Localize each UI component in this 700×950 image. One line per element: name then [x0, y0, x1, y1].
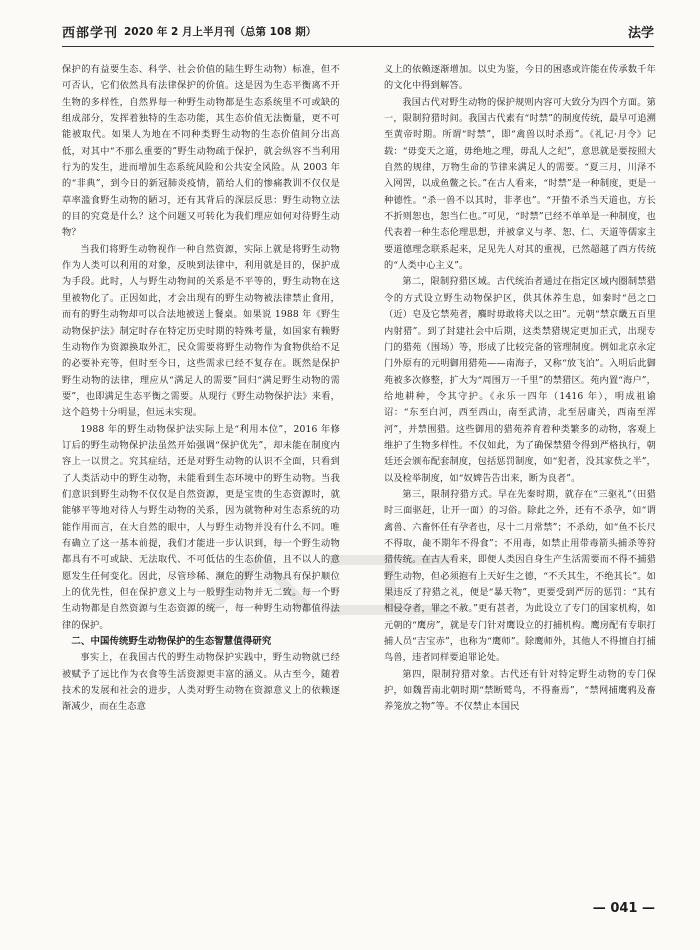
paragraph: 义上的依赖逐渐增加。以史为鉴，今日的困惑或许能在传承数千年的文化中得到解答。 [384, 64, 656, 92]
right-column [384, 62, 656, 716]
page-number: — 041 — [592, 901, 655, 916]
section-label: 法学 [627, 26, 654, 41]
left-column [62, 62, 340, 716]
paragraph: 保护的有益要生态、科学、社会价值的陆生野生动物）标准，但不可否认，它们依然具有法律保护的价值。这是因为生态平衡离不开生物的多样性，自然界每一种野生动物都是生态系统里不可或缺的组成部分，发挥着独特的生态功能，其生态价值无法衡量，更不可能被取代。如果人为地在不同种类野生动物的生态价值间分出高低，对其中“不那么重要的”野生动物疏于保护，就会纵容不当利用行为的发生，进而增加生态系统风险和公共安全风险。从 2003 年的“非典”，到今日的新冠肺炎疫情，箭给人们的惨痛教训不仅仅是草率滥食野生动物的陋习，还有其背后的深层反思：野生动物立法的目的究竟是什么？这个问题又可转化为我们理应如何对待野生动物？ [62, 64, 340, 239]
issue-info: 2020 年 2 月上半月刊（总第 108 期） [124, 26, 317, 38]
page-header [62, 18, 654, 47]
journal-masthead: 西部学刊 [62, 26, 119, 41]
section-heading: 二、中国传统野生动物保护的生态智慧值得研究 [71, 636, 272, 648]
paragraph: 第四，限制狩猎对象。古代还有针对特定野生动物的专门保护，如魏晋南北朝时期“禁断鹫鸟，不得畜焉”，“禁网捕鹰鸦及畜养笼放之物”等。不仅禁止本国民 [384, 668, 656, 713]
paragraph: 1988 年的野生动物保护法实际上是“利用本位”，2016 年修订后的野生动物保护法虽然开始强调“保护优先”，却未能在制度内容上一以贯之。究其症结，还是对野生动物的认识不全面，只看到了人类活动中的野生动物，未能看到生态环境中的野生动物。当我们意识到野生动物不仅仅是自然资源，更是宝贵的生态资源时，就能够平等地对待人与野生动物的关系，因为就物种对生态系统的功能作用而言，在大自然的眼中，人与野生动物并没有什么不同。唯有确立了这一基本前提，我们才能进一步认识到，每一个野生动物都具有不可或缺、无法取代、不可低估的生态价值，且不以人的意愿发生任何变化。因此，尽管珍稀、濒危的野生动物具有保护顺位上的优先性，但在保护意义上与一般野生动物并无二致。每一个野生动物都是自然资源与生态资源的统一，每一种野生动物都值得法律的保护。 [62, 423, 340, 631]
paragraph: 第三，限制狩猎方式。早在先秦时期，就存在“三驱礼”（田猎时三面驱赶，让开一面）的习俗。除此之外，还有不杀孕，如“谓禽兽、六畜怀任有孕者也，尽十二月常禁”；不杀幼，如“鱼不长尺不得取，彘不期年不得食”；不用毒，如禁止用带毒箭头捕杀等狩猎传统。在古人看来，即便人类因自身生产生活需要而不得不捕猎野生动物，但必须抱有上天好生之德，“不夭其生，不绝其长”。如果违反了狩猎之礼，便是“暴天物”，更要受到严厉的惩罚：“其有相侵夺者，罪之不赦。”更有甚者，为此设立了专门的国家机构，如元朝的“鹰房”，就是专门针对鹰设立的打捕机构。鹰房配有专职打捕人员“吉宝赤”，也称为“鹰师”。除鹰师外，其他人不得擅自打捕鸟兽，违者同样要追罪论处。 [384, 488, 656, 664]
paragraph: 当我们将野生动物视作一种自然资源，实际上就是将野生动物作为人类可以利用的对象，反映到法律中，利用就是目的，保护成为手段。此时，人与野生动物间的关系是不平等的，野生动物在这里被物化了。正因如此，才会出现有的野生动物被法律禁止食用，而有的野生动物却可以合法地被送上餐桌。如果说 1988 年《野生动物保护法》制定时存在特定历史时期的特殊考量，如国家有赖野生动物作为资源换取外汇，民众需要将野生动物作为食物供给不足的必要补充等，但时至今日，这些需求已经不复存在。既然是保护野生动物的法律，理应从“满足人的需要”回归“满足野生动物的需要”，也即满足生态平衡之需要。从现行《野生动物保护法》来看，这个趋势十分明显，但远未实现。 [62, 243, 340, 419]
paragraph: 事实上，在我国古代的野生动物保护实践中，野生动物就已经被赋予了远比作为衣食等生活资源更丰富的涵义。从古至今，随着技术的发展和社会的进步，人类对野生动物在资源意义上的依赖逐渐减少，而在生态意 [62, 652, 340, 713]
paragraph: 第二，限制狩猎区域。古代统治者通过在指定区域内圈制禁猎令的方式设立野生动物保护区，供其休养生息，如秦时“邑之□（近）皂及它禁苑者，麛时毋敢将犬以之田”。元朝“禁京畿五百里内射猎”。到了封建社会中后期，这类禁猎规定更加正式，出现专门的猎苑（围场）等，形成了比较完备的管理制度。例如北京永定门外原有的元明御用猎苑——南海子，又称“放飞泊”。入明后此御苑被多次修整，扩大为“周围万一千里”的禁猎区。苑内置“海户”，给地耕种，令其守护。《永乐一四年（1416 年），明成祖谕诏：“东至白河，西至西山，南至武清，北至居庸关，西南至浑河”，并禁围猎。这些御用的猎苑养育着种类繁多的动物，客观上维护了生物多样性。不仅如此，为了确保禁猎令得到严格执行，朝廷还会颁布配套制度，包括惩罚制度，如“犯者，没其家赀之半”，以及检举制度，如“奴婢告告出来，断为良者”。 [384, 276, 656, 484]
paragraph: 我国古代对野生动物的保护规则内容可大致分为四个方面。第一，限制狩猎时间。我国古代素有“时禁”的制度传统，最早可追溯至黄帝时期。所谓“时禁”，即“禽兽以时杀焉”。《礼记·月令》记载：“毋变天之道，毋绝地之理，毋乱人之纪”，意思就是要按照大自然的规律，万物生命的节律来满足人的需要。“夏三月，川泽不入网罟，以成鱼鳖之长。”在古人看来，“时禁”是一种制度，更是一种德性。“杀一兽不以其时，非孝也”。“开蛰不杀当天道也，方长不折则恕也，恕当仁也。”可见，“时禁”已经不单单是一种制度，也代表着一种生态伦理思想，并被拿义与孝、恕、仁、天道等儒家主要道德理念联系起来，足见先人对其的重视，已然超越了西方传统的“人类中心主义”。 [384, 96, 656, 272]
